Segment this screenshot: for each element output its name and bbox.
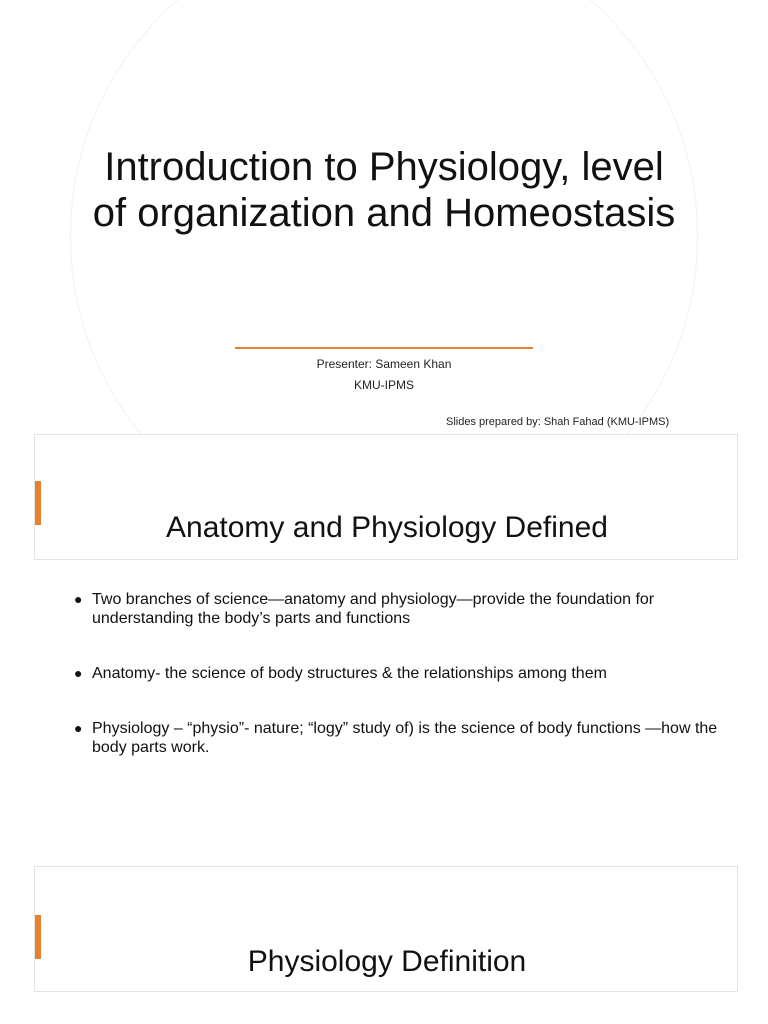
presentation-title: Introduction to Physiology, level of organization and Homeostasis — [92, 145, 676, 235]
slide-title: Physiology Definition — [247, 944, 527, 978]
bullet-dot-icon: ● — [74, 720, 83, 736]
presenter-name: Presenter: Sameen Khan — [316, 357, 452, 371]
slide-title: Anatomy and Physiology Defined — [166, 510, 608, 544]
bullet-list — [74, 590, 724, 793]
bullet-item — [74, 719, 724, 757]
anatomy-physiology-slide — [0, 434, 768, 866]
bullet-dot-icon: ● — [74, 591, 83, 607]
bullet-item — [74, 590, 724, 628]
bullet-text: Physiology – “physio”- nature; “logy” study of) is the science of body functions —how the body parts work. — [92, 720, 718, 756]
physiology-definition-slide — [0, 866, 768, 1024]
title-divider — [235, 347, 533, 349]
bullet-item — [74, 664, 724, 683]
bullet-dot-icon: ● — [74, 665, 83, 681]
bullet-text: Anatomy- the science of body structures & the relationships among them — [92, 665, 607, 682]
slide-title-box — [34, 866, 738, 992]
slide-title-box — [34, 434, 738, 560]
slide-credits: Slides prepared by: Shah Fahad (KMU-IPMS) — [446, 416, 670, 428]
title-slide — [0, 0, 768, 434]
institution-name: KMU-IPMS — [354, 378, 414, 392]
bullet-text: Two branches of science—anatomy and physiology—provide the foundation for understanding the body’s parts and functions — [92, 591, 655, 627]
